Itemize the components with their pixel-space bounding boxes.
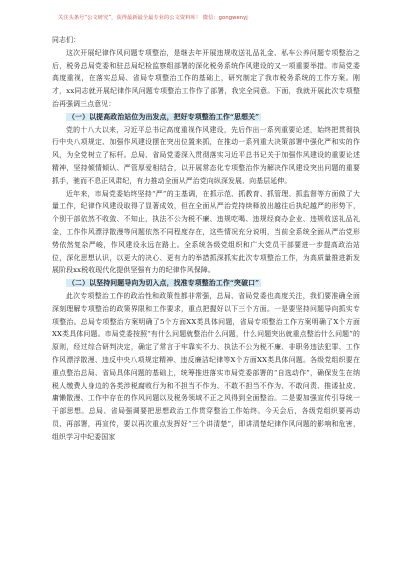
section-heading-1-text: （一）以提高政治站位为出发点，把好专项整治工作“思想关” xyxy=(68,112,260,121)
promo-banner: 关注头条号“公文研究”，获得最新最全最专业的公文资料库！ 微信：gongwenyj xyxy=(58,15,248,21)
document-body xyxy=(52,34,360,444)
section-heading-1 xyxy=(52,111,360,124)
paragraph-2: 党的十八大以来，习近平总书记高度重视作风建设，先后作出一系列重要论述，始终把贯彻执行中央八项规定、加强作风建设摆在突出位置来抓，在推动一系列重大决策部署中强化严和实的作风，为全党树立了标杆。总局、省局党委深入贯彻落实习近平总书记关于加强作风建设的重要论述精神，坚持倾情倾认、严管厚爱相结合，以开展常态化专项整治作为解决作风建设突出问题的重要抓手，驰而不息正风肃纪，有力推动全面从严治党向纵深发展、向基层延伸。 xyxy=(52,125,360,185)
paragraph-intro: 这次开展纪律作风问题专项整治，是继去年开展违规收送礼品礼金、私车公养问题专项整治之后，税务总局党委和驻总局纪检监察组部署的深化税务系统作风建设的又一项重要举措。市局党委高度重视，在落实总局、省局专项整治工作的基础上，研究制定了我市税务系统的工作方案。刚才，xx同志就开展纪律作风问题专项整治工作作了部署，我完全同意。下面，我就开展此次专项整治再强调三点意见： xyxy=(52,48,360,108)
paragraph-3: 近年来，市局党委始终坚持“严”的主基调，在抓示范、抓教育、抓管理、抓监督等方面做了大量工作，纪律作风建设取得了显著成效，但在全面从严治党持续释放出越往后执纪越严的形势下，个别干部依然不收敛、不知止，执法不公为税不廉、违规吃喝、违规经商办企业、违规收送礼品礼金，工作作风漂浮散漫等问题依然不同程度存在，这些情况充分说明，当前全系统全面从严治党形势依然复杂严峻，作风建设永远在路上。全系统各级党组织和广大党员干部要进一步提高政治站位，深化思想认识，以更大的决心、更有力的举措抓深抓实此次专项整治工作，为高质量推进新发展阶段xx税收现代化提供坚强有力的纪律作风保障。 xyxy=(52,189,360,275)
section-heading-2 xyxy=(52,277,360,290)
section-heading-2-text: （二）以坚持问题导向为切入点，找准专项整治工作“突破口” xyxy=(68,279,260,288)
paragraph-5: 此次专项整治工作的政治性和政策性都非常强，总局、省局党委也高度关注，我们要准确全面深刻理解专项整治的政策界限和工作要求，重点把握好以下三个方面。一是要坚持问题导向抓实专项整治。总局专项整治方案明确了5个方面XX类具体问题，省局专项整治工作方案明确了X个方面XX类具体问题。市局党委按照“有什么问题就整治什么问题，什么问题突出就重点整治什么问题”的原则，经过综合研判决定，确定了常言于牢靠实不力、执法不公为税不廉、非职务违法犯罪、工作作风漂浮散漫、违反中央八项规定精神、违反廉洁纪律等X个方面XX类具体问题。各级党组织要在重点整治总局、省局具体问题的基础上，统筹推进落实市局党委部署的“自选动作”，确保发生在纳税人缴费人身边的各类涉税腐败行为和不担当不作为、不敢不担当不作为、不敢问责、推诿扯皮、庸懒散漫、工作中存在的作风问题以及税务领域不正之风得到全面整治。二是要加强宣传引导统一干部思想。总局、省局强调要把思想政治工作贯穿整治工作始终。今天会后，各级党组织要再动员、再部署，再宣传，要以再次重点发挥好“三个讲清楚”，即讲清楚纪律作风问题的影响和危害，组织学习中纪委国家 xyxy=(52,291,360,441)
salutation: 同志们： xyxy=(52,36,81,44)
